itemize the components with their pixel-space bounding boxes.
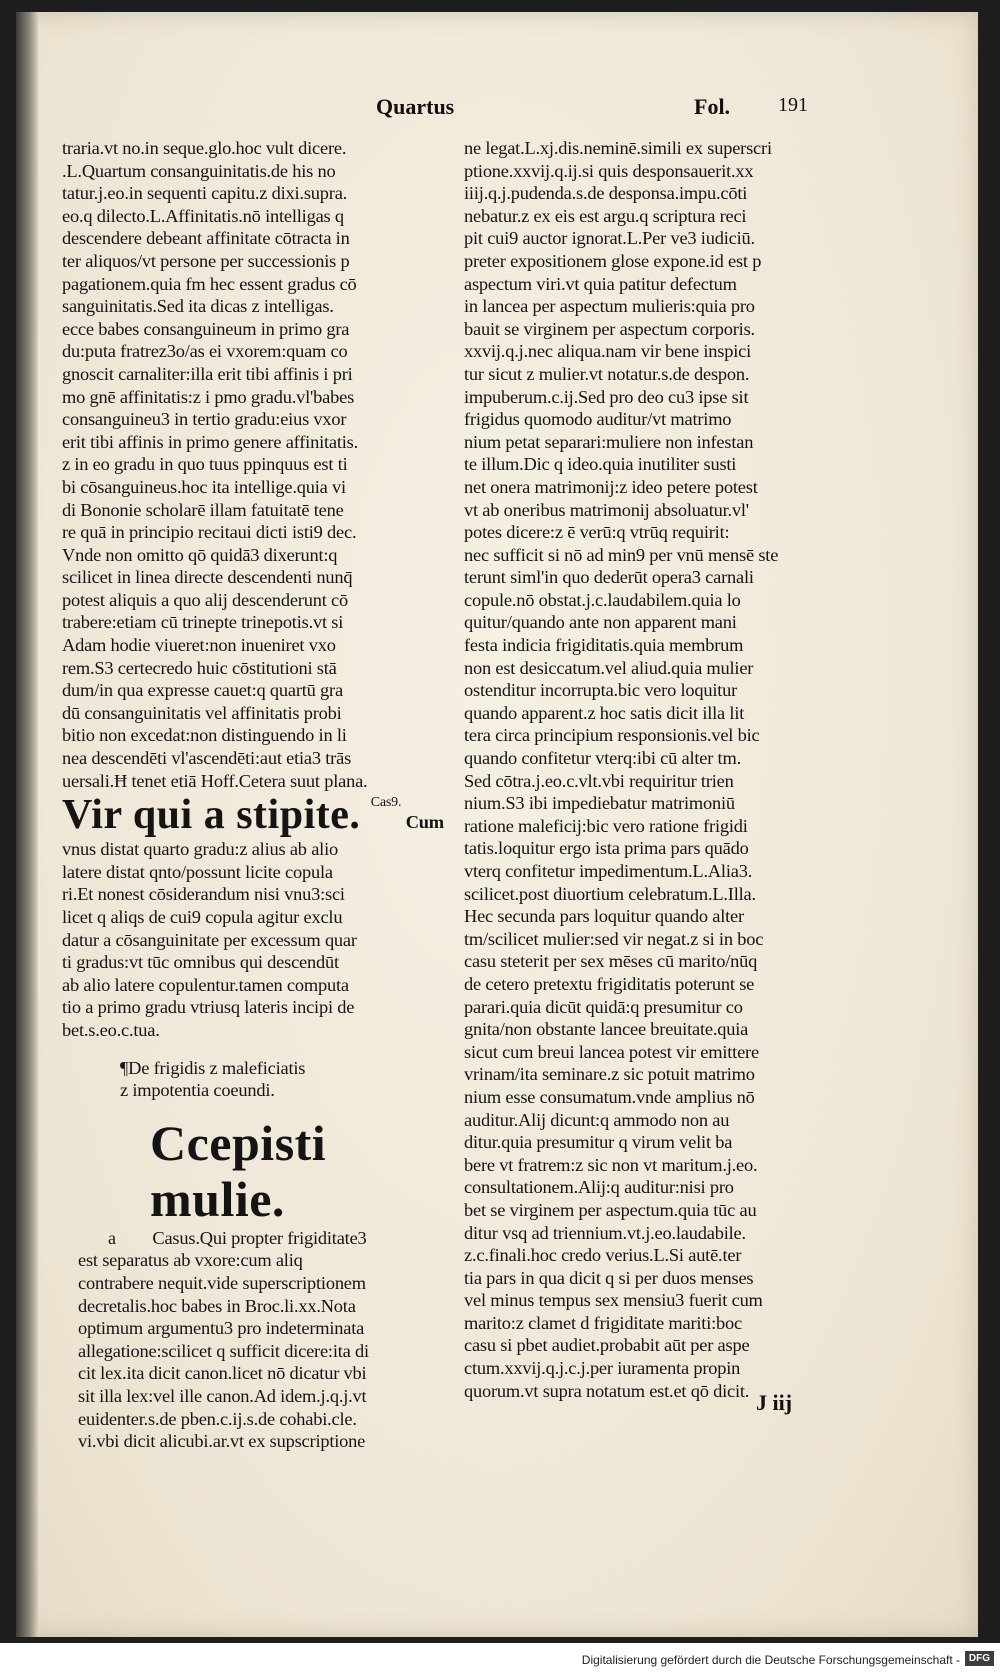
text-line: vt ab oneribus matrimonij absoluatur.vl' <box>464 499 749 520</box>
page-gutter <box>16 12 38 1637</box>
text-line: vterq confitetur impedimentum.L.Alia3. <box>464 861 753 881</box>
text-line: sanguinitatis.Sed ita dicas z intelligas. <box>62 296 334 317</box>
text-line: licet q aliqs de cui9 copula agitur exclu <box>62 907 343 927</box>
note-marker: a <box>108 1227 116 1248</box>
casus-note: Cas9. <box>370 795 402 811</box>
text-line: cit lex.ita dicit canon.licet nō dicatur vbi <box>78 1363 367 1384</box>
text-line: uersali.Ħ tenet etiā Hoff.Cetera suut plana. <box>62 770 368 791</box>
text-line: est separatus ab vxore:cum aliq <box>78 1250 303 1271</box>
dfg-logo: DFG <box>965 1651 994 1666</box>
running-head <box>16 94 978 124</box>
text-line: .L.Quartum consanguinitatis.de his no <box>62 160 336 181</box>
text-line: vel minus tempus sex mensiu3 fuerit cum <box>464 1290 763 1311</box>
text-line: dum/in qua expresse cauet:q quartū gra <box>62 680 343 701</box>
text-line: allegatione:scilicet q sufficit dicere:ita di <box>78 1340 369 1361</box>
text-line: de cetero pretextu frigiditatis poterunt se <box>464 973 755 994</box>
text-line: contrabere nequit.vide superscriptionem <box>78 1272 366 1293</box>
chapter-rubric <box>120 1056 444 1101</box>
signature-mark: J iij <box>756 1390 793 1415</box>
text-line: bet.s.eo.c.tua. <box>62 1019 160 1040</box>
casus-line <box>62 1227 444 1250</box>
text-line: sicut cum breui lancea potest vir emittere <box>464 1041 759 1062</box>
text-line: tm/scilicet mulier:sed vir negat.z si in boc <box>464 928 764 949</box>
text-line: nea descendēti vl'ascendēti:aut etia3 trās <box>62 748 352 769</box>
text-line: casu si pbet audiet.probabit aūt per aspe <box>464 1335 750 1356</box>
text-line: quitur/quando ante non apparent mani <box>464 612 737 633</box>
text-line: ri.Et nonest cōsiderandum nisi vnu3:sci <box>62 884 345 905</box>
text-line: potest aliquis a quo alij descenderunt cō <box>62 589 348 610</box>
text-line: vnus distat quarto gradu:z alius ab alio <box>62 839 338 860</box>
text-line: nium petat separari:muliere non infestan <box>464 431 754 452</box>
text-line: in lancea per aspectum mulieris:quia pro <box>464 296 755 317</box>
text-line: vrinam/ita seminare.z sic potuit matrimo <box>464 1064 755 1085</box>
text-line: ecce babes consanguineum in primo gra <box>62 318 350 339</box>
casus-first-line: Casus.Qui propter frigiditate3 <box>152 1227 367 1248</box>
right-column <box>464 137 836 1402</box>
decretal-incipit: Ccepisti mulie. <box>150 1114 327 1227</box>
text-line: net onera matrimonij:z ideo petere potest <box>464 476 758 497</box>
text-line: ditur.quia presumitur q virum velit ba <box>464 1132 733 1153</box>
section-heading-text: Vir qui a stipite. <box>62 792 361 839</box>
text-line: consultationem.Alij:q auditur:nisi pro <box>464 1177 734 1198</box>
text-line: pagationem.quia fm hec essent gradus cō <box>62 273 357 294</box>
text-line: traria.vt no.in seque.glo.hoc vult dicere. <box>62 138 347 158</box>
text-line: Vnde non omitto qō quidā3 dixerunt:q <box>62 544 338 565</box>
folio-label: Fol. <box>694 94 731 119</box>
text-line: rem.S3 certecredo huic cōstitutioni stā <box>62 657 337 678</box>
text-line: tur sicut z mulier.vt notatur.s.de despon. <box>464 363 750 384</box>
text-line: impuberum.c.ij.Sed pro deo cu3 ipse sit <box>464 386 749 407</box>
text-line: bauit se virginem per aspectum corporis. <box>464 318 755 339</box>
left-column-mid-text <box>62 838 444 1041</box>
text-line: auditur.Alij dicunt:q ammodo non au <box>464 1109 730 1130</box>
folio-number: 191 <box>778 94 808 116</box>
text-line: tatur.j.eo.in sequenti capitu.z dixi.supra. <box>62 183 348 204</box>
text-line: ratione maleficij:bic vero ratione frigidi <box>464 815 748 836</box>
left-column-bottom-text <box>62 1249 444 1452</box>
text-line: Adam hodie viueret:non inueniret vxo <box>62 635 336 656</box>
text-line: quando apparent.z hoc satis dicit illa lit <box>464 702 745 723</box>
text-line: decretalis.hoc babes in Broc.li.xx.Nota <box>78 1295 356 1316</box>
text-line: ne legat.L.xj.dis.neminē.simili ex superscri <box>464 138 772 158</box>
text-line: marito:z clamet d frigiditate mariti:boc <box>464 1312 742 1333</box>
text-line: optimum argumentu3 pro indeterminata <box>78 1318 365 1339</box>
text-line: datur a cōsanguinitate per excessum quar <box>62 929 357 950</box>
text-line: di Bononie scholarē illam fatuitatē tene <box>62 499 344 520</box>
text-line: ditur vsq ad triennium.vt.j.eo.laudabile. <box>464 1222 746 1243</box>
text-line: tera circa principium responsionis.vel bic <box>464 725 760 746</box>
text-line: tio a primo gradu vtriusq lateris incipi de <box>62 997 355 1018</box>
text-line: z in eo gradu in quo tuus ppinquus est ti <box>62 454 348 475</box>
text-line: dū consanguinitatis vel affinitatis probi <box>62 702 342 723</box>
text-line: descendere debeant affinitate cōtracta in <box>62 228 350 249</box>
text-line: Hec secunda pars loquitur quando alter <box>464 906 744 927</box>
text-line: potes dicere:z ē verū:q vtrūq requirit: <box>464 522 730 543</box>
text-line: casu steterit per sex mēses cū marito/nūq <box>464 951 758 972</box>
text-line: latere distat qnto/possunt licite copula <box>62 861 333 882</box>
book-page <box>16 12 978 1637</box>
rubric-line: z impotentia coeundi. <box>120 1080 275 1101</box>
left-column <box>62 137 444 1453</box>
text-line: terunt siml'in quo dederūt opera3 carnali <box>464 567 754 588</box>
text-line: mo gnē affinitatis:z i pmo gradu.vl'babes <box>62 386 355 407</box>
text-line: copule.nō obstat.j.c.laudabilem.quia lo <box>464 589 741 610</box>
text-line: xxvij.q.j.nec aliqua.nam vir bene inspici <box>464 341 751 362</box>
rubric-line: ¶De frigidis z maleficiatis <box>120 1057 306 1078</box>
text-line: re quā in principio recitaui dicti isti9 dec. <box>62 522 357 543</box>
text-line: gnoscit carnaliter:illa erit tibi affinis i pri <box>62 363 353 384</box>
text-line: bi cōsanguineus.hoc ita intellige.quia vi <box>62 476 346 497</box>
text-line: ab alio latere copulentur.tamen computa <box>62 974 349 995</box>
text-line: parari.quia dicūt quidā:q presumitur co <box>464 996 743 1017</box>
text-line: ctum.xxvij.q.j.c.j.per iuramenta propin <box>464 1358 741 1379</box>
text-line: tatis.loquitur ergo ista prima pars quādo <box>464 838 749 859</box>
text-line: consanguineu3 in tertio gradu:eius vxor <box>62 409 347 430</box>
text-line: nium.S3 ibi impediebatur matrimoniū <box>464 793 735 814</box>
text-line: pit cui9 auctor ignorat.L.Per ve3 iudiciū. <box>464 228 755 249</box>
text-line: scilicet in linea directe descendenti nunq̄ <box>62 567 353 588</box>
text-line: iiij.q.j.pudenda.s.de desponsa.impu.cōti <box>464 183 748 204</box>
text-line: preter expositionem glose expone.id est p <box>464 250 762 271</box>
text-line: vi.vbi dicit alicubi.ar.vt ex supscriptione <box>78 1431 366 1452</box>
text-line: quando confitetur vterq:ibi cū alter tm. <box>464 748 741 769</box>
text-line: frigidus quomodo auditur/vt matrimo <box>464 409 732 430</box>
section-heading <box>62 792 444 838</box>
text-line: euidenter.s.de pben.c.ij.s.de cohabi.cle. <box>78 1408 357 1429</box>
text-line: non est desiccatum.vel aliud.quia mulier <box>464 657 754 678</box>
text-line: bet se virginem per aspectum.quia tūc au <box>464 1199 757 1220</box>
text-line: Sed cōtra.j.eo.c.vlt.vbi requiritur trien <box>464 770 734 791</box>
text-line: gnita/non obstante lancee breuitate.quia <box>464 1019 749 1040</box>
text-line: quorum.vt supra notatum est.et qō dicit. <box>464 1380 750 1401</box>
footer-bar <box>0 1643 1000 1675</box>
text-line: nebatur.z ex eis est argu.q scriptura reci <box>464 205 747 226</box>
text-line: tia pars in qua dicit q si per duos menses <box>464 1267 754 1288</box>
text-line: aspectum viri.vt quia patitur defectum <box>464 273 737 294</box>
text-line: ostenditur incorrupta.bic vero loquitur <box>464 680 738 701</box>
right-column-text <box>464 137 836 1402</box>
text-line: trabere:etiam cū trinepte trinepotis.vt si <box>62 612 344 633</box>
text-line: nium esse consumatum.vnde amplius nō <box>464 1086 755 1107</box>
text-line: scilicet.post diuortium celebratum.L.Illa. <box>464 883 756 904</box>
text-line: ti gradus:vt tūc omnibus qui descendūt <box>62 952 339 973</box>
text-line: eo.q dilecto.L.Affinitatis.nō intelligas q <box>62 205 344 226</box>
text-line: festa indicia frigiditatis.quia membrum <box>464 635 744 656</box>
funding-credit: Digitalisierung gefördert durch die Deutsche Forschungsgemeinschaft - <box>581 1653 960 1667</box>
text-line: bere vt fratrem:z sic non vt maritum.j.eo. <box>464 1154 758 1175</box>
text-line: du:puta fratrez3o/as ei vxorem:quam co <box>62 341 348 362</box>
text-line: sit illa lex:vel ille canon.Ad idem.j.q.j.vt <box>78 1385 367 1406</box>
running-head-title: Quartus <box>376 94 455 119</box>
text-line: te illum.Dic q ideo.quia inutiliter susti <box>464 454 737 475</box>
text-line: ptione.xxvij.q.ij.si quis desponsauerit.xx <box>464 160 754 181</box>
text-line: erit tibi affinis in primo genere affinitatis. <box>62 431 359 452</box>
text-line: nec sufficit si nō ad min9 per vnū mensē ste <box>464 544 779 565</box>
section-heading-tail: Cum <box>405 812 444 833</box>
text-line: bitio non excedat:non distinguendo in li <box>62 725 347 746</box>
text-line: z.c.finali.hoc credo verius.L.Si autē.ter <box>464 1245 742 1266</box>
text-line: ter aliquos/vt persone per successionis p <box>62 250 350 271</box>
left-column-top-text <box>62 137 444 792</box>
